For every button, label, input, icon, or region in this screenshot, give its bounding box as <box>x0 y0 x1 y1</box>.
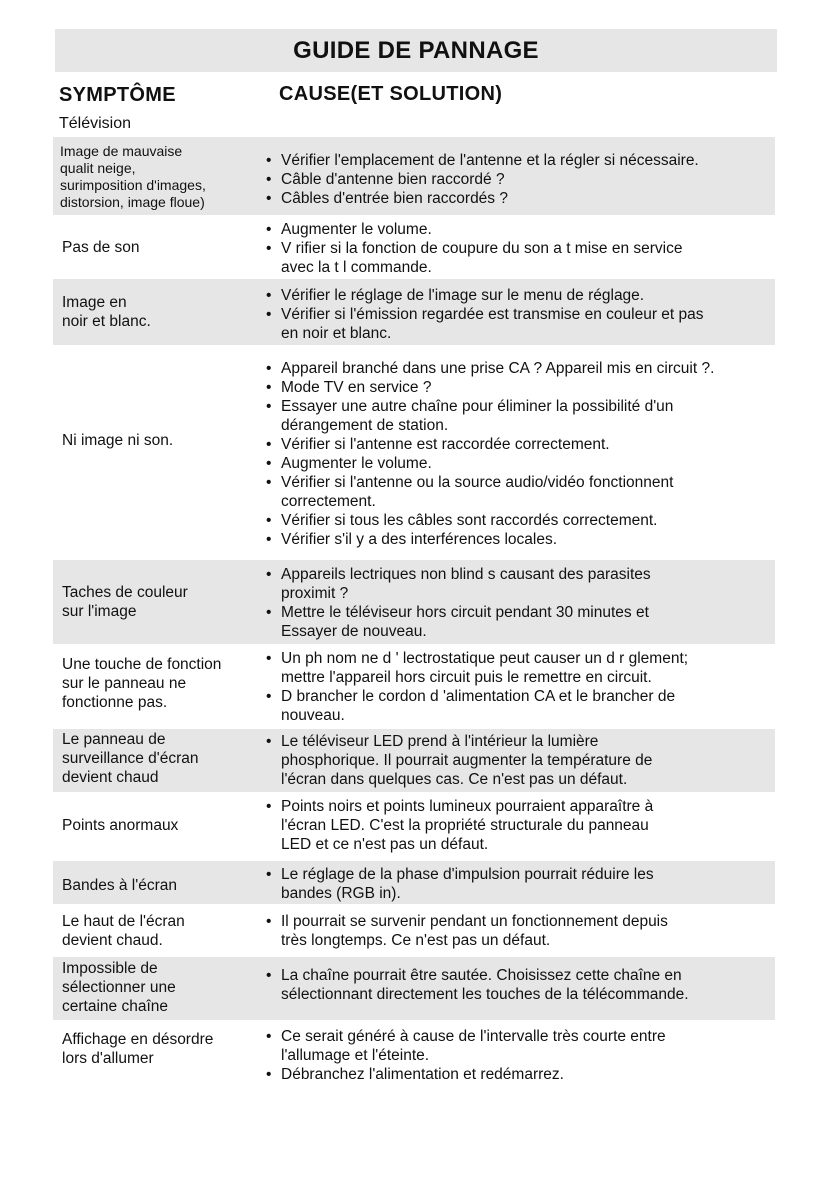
symptom-line: certaine chaîne <box>62 998 168 1015</box>
cause-line: mettre l'appareil hors circuit puis le remettre en circuit. <box>281 669 652 686</box>
symptom-line: noir et blanc. <box>62 313 151 330</box>
cause-list <box>266 797 806 854</box>
symptom-line: distorsion, image floue) <box>60 194 205 210</box>
symptom-line: Affichage en désordre <box>62 1031 214 1048</box>
page-title: GUIDE DE PANNAGE <box>293 37 539 64</box>
cause-line: • V rifier si la fonction de coupure du son a t mise en service <box>281 240 683 257</box>
symptom-cell <box>62 583 188 621</box>
symptom-line: Bandes à l'écran <box>62 877 177 894</box>
cause-item <box>266 378 806 397</box>
cause-item <box>266 732 806 789</box>
cause-item <box>266 359 806 378</box>
symptom-line: sur l'image <box>62 603 137 620</box>
cause-line: l'allumage et l'éteinte. <box>281 1047 430 1064</box>
symptom-line: devient chaud. <box>62 932 163 949</box>
cause-line: nouveau. <box>281 707 345 724</box>
cause-list <box>266 865 806 903</box>
symptom-line: Taches de couleur <box>62 584 188 601</box>
cause-list <box>266 359 806 549</box>
cause-line: • La chaîne pourrait être sautée. Choisissez cette chaîne en <box>281 967 682 984</box>
cause-line: correctement. <box>281 493 376 510</box>
symptom-line: Points anormaux <box>62 817 179 834</box>
symptom-cell <box>62 730 199 787</box>
symptom-cell <box>62 816 178 835</box>
cause-line: • D brancher le cordon d 'alimentation CA et le brancher de <box>281 688 676 705</box>
cause-line: • Vérifier si tous les câbles sont raccordés correctement. <box>281 512 658 529</box>
symptom-cell <box>62 912 185 950</box>
cause-line: • Points noirs et points lumineux pourraient apparaître à <box>281 798 654 815</box>
cause-item <box>266 565 806 603</box>
cause-list <box>266 732 806 789</box>
cause-column-header: CAUSE(ET SOLUTION) <box>279 83 503 105</box>
symptom-line: surimposition d'images, <box>60 177 206 193</box>
table-row <box>53 861 775 904</box>
cause-item <box>266 912 806 950</box>
cause-item <box>266 189 806 208</box>
cause-line: sélectionnant directement les touches de la télécommande. <box>281 986 689 1003</box>
symptom-line: surveillance d'écran <box>62 750 199 767</box>
cause-line: • Ce serait généré à cause de l'intervalle très courte entre <box>281 1028 666 1045</box>
cause-line: • Câbles d'entrée bien raccordés ? <box>281 190 508 207</box>
cause-line: phosphorique. Il pourrait augmenter la température de <box>281 752 653 769</box>
cause-item <box>266 220 806 239</box>
symptom-cell <box>62 1030 213 1068</box>
symptom-line: Image en <box>62 294 127 311</box>
symptom-line: lors d'allumer <box>62 1050 154 1067</box>
cause-item <box>266 865 806 903</box>
cause-list <box>266 966 806 1004</box>
cause-line: • Appareil branché dans une prise CA ? Appareil mis en circuit ?. <box>281 360 715 377</box>
table-row <box>53 1024 775 1090</box>
cause-line: • Mode TV en service ? <box>281 379 432 396</box>
symptom-line: Image de mauvaise <box>60 143 183 159</box>
cause-line: l'écran dans quelques cas. Ce n'est pas un défaut. <box>281 771 628 788</box>
table-row <box>53 796 775 858</box>
symptom-line: Une touche de fonction <box>62 656 222 673</box>
cause-item <box>266 454 806 473</box>
cause-item <box>266 603 806 641</box>
cause-item <box>266 286 806 305</box>
cause-line: • Vérifier si l'antenne est raccordée correctement. <box>281 436 610 453</box>
cause-line: proximit ? <box>281 585 349 602</box>
symptom-cell <box>62 959 176 1016</box>
cause-line: • Vérifier l'emplacement de l'antenne et la régler si nécessaire. <box>281 152 699 169</box>
cause-list <box>266 565 806 641</box>
table-row <box>53 957 775 1020</box>
cause-line: • Mettre le téléviseur hors circuit pendant 30 minutes et <box>281 604 649 621</box>
cause-item <box>266 473 806 511</box>
table-row <box>53 359 775 550</box>
symptom-cell <box>62 293 151 331</box>
cause-item <box>266 239 806 277</box>
cause-line: • Vérifier s'il y a des interférences locales. <box>281 531 558 548</box>
cause-line: • Câble d'antenne bien raccordé ? <box>281 171 505 188</box>
cause-line: • Le réglage de la phase d'impulsion pourrait réduire les <box>281 866 654 883</box>
cause-line: • Augmenter le volume. <box>281 221 432 238</box>
cause-line: l'écran LED. C'est la propriété structurale du panneau <box>281 817 649 834</box>
cause-list <box>266 912 806 950</box>
symptom-cell <box>60 143 206 211</box>
section-television: Télévision <box>59 115 132 132</box>
symptom-cell <box>62 431 173 450</box>
cause-item <box>266 687 806 725</box>
cause-item <box>266 170 806 189</box>
table-row <box>53 220 775 277</box>
cause-line: • Essayer une autre chaîne pour éliminer la possibilité d'un <box>281 398 674 415</box>
symptom-column-header: SYMPTÔME <box>59 84 176 106</box>
symptom-line: Ni image ni son. <box>62 432 174 449</box>
cause-item <box>266 151 806 170</box>
cause-line: • Vérifier si l'émission regardée est transmise en couleur et pas <box>281 306 704 323</box>
cause-line: en noir et blanc. <box>281 325 392 342</box>
symptom-line: fonctionne pas. <box>62 694 168 711</box>
cause-line: • Le téléviseur LED prend à l'intérieur la lumière <box>281 733 599 750</box>
title-bar <box>55 29 777 72</box>
cause-line: • Vérifier si l'antenne ou la source audio/vidéo fonctionnent <box>281 474 674 491</box>
cause-item <box>266 511 806 530</box>
symptom-cell <box>62 238 140 257</box>
table-row <box>53 137 775 215</box>
cause-item <box>266 435 806 454</box>
cause-line: Essayer de nouveau. <box>281 623 427 640</box>
table-row <box>53 279 775 345</box>
cause-line: avec la t l commande. <box>281 259 432 276</box>
symptom-line: Impossible de <box>62 960 158 977</box>
symptom-line: qualit neige, <box>60 160 136 176</box>
table-row <box>53 729 775 792</box>
cause-line: • Vérifier le réglage de l'image sur le menu de réglage. <box>281 287 645 304</box>
cause-line: • Appareils lectriques non blind s causant des parasites <box>281 566 651 583</box>
cause-item <box>266 397 806 435</box>
cause-line: • Il pourrait se survenir pendant un fonctionnement depuis <box>281 913 668 930</box>
cause-line: très longtemps. Ce n'est pas un défaut. <box>281 932 551 949</box>
cause-item <box>266 1027 806 1065</box>
symptom-cell <box>62 876 177 895</box>
table-row <box>53 560 775 644</box>
cause-line: • Augmenter le volume. <box>281 455 432 472</box>
cause-line: • Débranchez l'alimentation et redémarrez. <box>281 1066 564 1083</box>
cause-item <box>266 1065 806 1084</box>
cause-line: bandes (RGB in). <box>281 885 401 902</box>
cause-item <box>266 966 806 1004</box>
symptom-cell <box>62 655 221 712</box>
symptom-line: Pas de son <box>62 239 140 256</box>
cause-item <box>266 530 806 549</box>
symptom-line: Le haut de l'écran <box>62 913 185 930</box>
cause-list <box>266 649 806 725</box>
symptom-line: sélectionner une <box>62 979 176 996</box>
table-row <box>53 909 775 953</box>
symptom-line: Le panneau de <box>62 731 166 748</box>
symptom-line: devient chaud <box>62 769 159 786</box>
table-row <box>53 648 775 725</box>
cause-item <box>266 305 806 343</box>
cause-list <box>266 286 806 343</box>
cause-line: LED et ce n'est pas un défaut. <box>281 836 489 853</box>
cause-line: • Un ph nom ne d ' lectrostatique peut causer un d r glement; <box>281 650 689 667</box>
cause-list <box>266 151 806 208</box>
cause-line: dérangement de station. <box>281 417 449 434</box>
cause-item <box>266 797 806 854</box>
cause-item <box>266 649 806 687</box>
symptom-line: sur le panneau ne <box>62 675 187 692</box>
cause-list <box>266 1027 806 1084</box>
cause-list <box>266 220 806 277</box>
